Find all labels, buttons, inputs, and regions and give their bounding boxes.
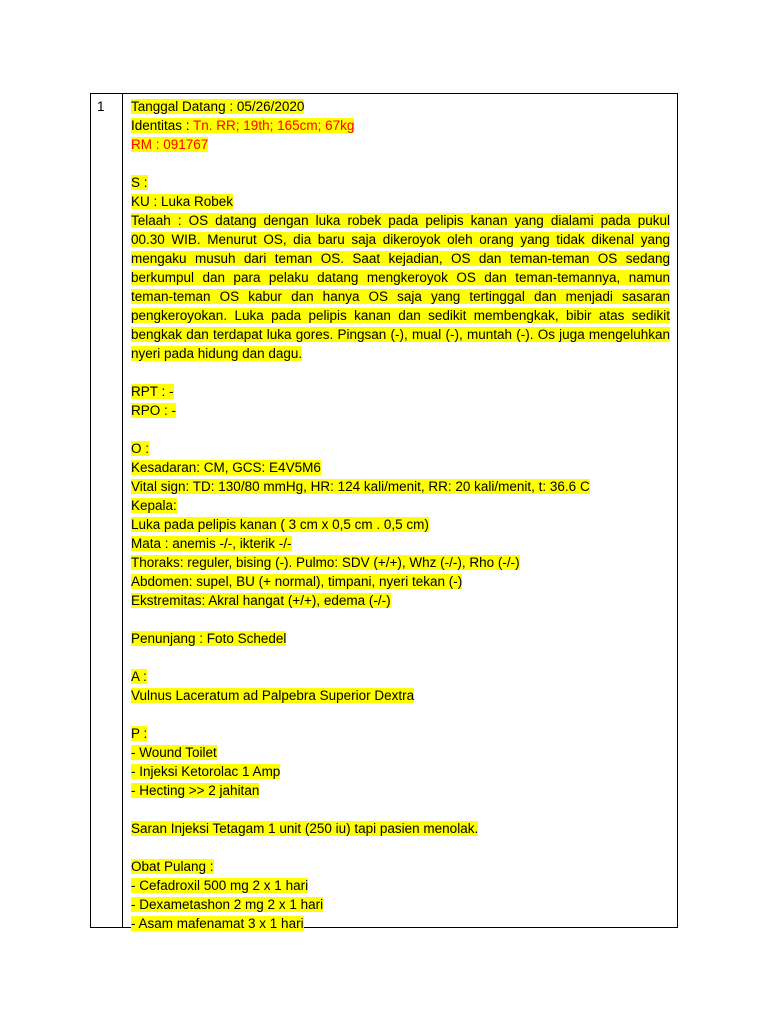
assessment-label: A : bbox=[131, 669, 147, 684]
objective-line: Kesadaran: CM, GCS: E4V5M6 bbox=[131, 460, 321, 475]
objective-line: Ekstremitas: Akral hangat (+/+), edema (-/-) bbox=[131, 593, 391, 608]
objective-line: Thoraks: reguler, bising (-). Pulmo: SDV (+/+), Whz (-/-), Rho (-/-) bbox=[131, 555, 520, 570]
objective-line: Mata : anemis -/-, ikterik -/- bbox=[131, 536, 292, 551]
plan-item: - Wound Toilet bbox=[131, 745, 217, 760]
rpt: RPT : - bbox=[131, 384, 174, 399]
objective-line: Vital sign: TD: 130/80 mmHg, HR: 124 kali/menit, RR: 20 kali/menit, t: 36.6 C bbox=[131, 479, 590, 494]
telaah-line: nyeri pada hidung dan dagu. bbox=[131, 346, 303, 361]
tanggal-datang: Tanggal Datang : 05/26/2020 bbox=[131, 99, 305, 114]
telaah-line: pengkeroyokan. Luka pada pelipis kanan dan sedikit membengkak, bibir atas sedikit bbox=[131, 308, 670, 323]
obat-item: - Asam mafenamat 3 x 1 hari bbox=[131, 916, 304, 931]
obat-pulang-label: Obat Pulang : bbox=[131, 859, 214, 874]
telaah-line: Telaah : OS datang dengan luka robek pada pelipis kanan yang dialami pada pukul bbox=[131, 213, 670, 228]
rm-number: RM : 091767 bbox=[131, 137, 209, 152]
telaah-line: 00.30 WIB. Menurut OS, dia baru saja dikeroyok oleh orang yang tidak dikenal yang bbox=[131, 232, 670, 247]
identitas-value: Tn. RR; 19th; 165cm; 67kg bbox=[193, 118, 355, 133]
objective-line: Kepala: bbox=[131, 498, 177, 513]
penunjang: Penunjang : Foto Schedel bbox=[131, 631, 287, 646]
soap-content bbox=[131, 97, 670, 933]
obat-item: - Dexametashon 2 mg 2 x 1 hari bbox=[131, 897, 324, 912]
objective-label: O : bbox=[131, 441, 150, 456]
obat-item: - Cefadroxil 500 mg 2 x 1 hari bbox=[131, 878, 309, 893]
row-number: 1 bbox=[97, 99, 105, 114]
rpo: RPO : - bbox=[131, 403, 177, 418]
telaah-line: berkumpul dan para pelaku datang mengkeroyok OS dan teman-temannya, namun bbox=[131, 270, 670, 285]
telaah-line: mengaku musuh dari teman OS. Saat kejadian, OS dan teman-teman OS sedang bbox=[131, 251, 670, 266]
saran-tetagam: Saran Injeksi Tetagam 1 unit (250 iu) tapi pasien menolak. bbox=[131, 821, 479, 836]
plan-label: P : bbox=[131, 726, 148, 741]
diagnosis: Vulnus Laceratum ad Palpebra Superior Dextra bbox=[131, 688, 415, 703]
identitas-label: Identitas : bbox=[131, 118, 194, 133]
plan-item: - Injeksi Ketorolac 1 Amp bbox=[131, 764, 281, 779]
number-column bbox=[91, 94, 123, 927]
objective-line: Abdomen: supel, BU (+ normal), timpani, nyeri tekan (-) bbox=[131, 574, 463, 589]
keluhan-utama: KU : Luka Robek bbox=[131, 194, 234, 209]
record-table bbox=[90, 93, 678, 931]
objective-line: Luka pada pelipis kanan ( 3 cm x 0,5 cm . 0,5 cm) bbox=[131, 517, 429, 532]
plan-item: - Hecting >> 2 jahitan bbox=[131, 783, 260, 798]
subjective-label: S : bbox=[131, 175, 148, 190]
telaah-line: bengkak dan terdapat luka gores. Pingsan (-), mual (-), muntah (-). Os juga mengeluhkan bbox=[131, 327, 670, 342]
telaah-line: teman-teman OS kabur dan hanya OS saja yang tertinggal dan menjadi sasaran bbox=[131, 289, 670, 304]
